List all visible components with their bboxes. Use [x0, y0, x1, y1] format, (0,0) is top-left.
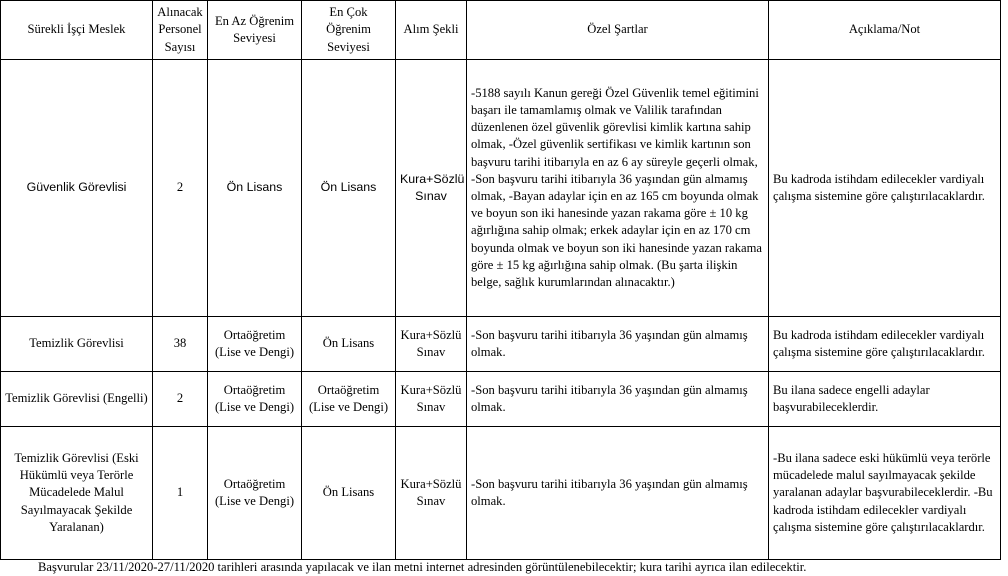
cell-alim: Kura+Sözlü Sınav	[396, 427, 467, 560]
header-ozel-sartlar: Özel Şartlar	[467, 1, 769, 60]
header-en-cok-ogrenim: En Çok Öğrenim Seviyesi	[302, 1, 396, 60]
cell-en-az: Ortaöğretim (Lise ve Dengi)	[208, 372, 302, 427]
cell-meslek: Temizlik Görevlisi (Engelli)	[1, 372, 153, 427]
cell-aciklama: Bu kadroda istihdam edilecekler vardiyalı çalışma sistemine göre çalıştırılacaklardır.	[769, 317, 1001, 372]
cell-en-cok: Ön Lisans	[302, 60, 396, 317]
header-personel-sayisi: Alınacak Personel Sayısı	[153, 1, 208, 60]
cell-en-cok: Ön Lisans	[302, 427, 396, 560]
table-row	[1, 427, 1001, 560]
cell-en-az: Ön Lisans	[208, 60, 302, 317]
cell-meslek: Temizlik Görevlisi (Eski Hükümlü veya Terörle Mücadelede Malul Sayılmayacak Şekilde Yaralanan)	[1, 427, 153, 560]
cell-aciklama: Bu ilana sadece engelli adaylar başvurabileceklerdir.	[769, 372, 1001, 427]
table-row	[1, 60, 1001, 317]
cell-alim: Kura+Sözlü Sınav	[396, 372, 467, 427]
cell-alim: Kura+Sözlü Sınav	[396, 317, 467, 372]
cell-en-az: Ortaöğretim (Lise ve Dengi)	[208, 427, 302, 560]
header-aciklama-not: Açıklama/Not	[769, 1, 1001, 60]
cell-ozel-sartlar: -5188 sayılı Kanun gereği Özel Güvenlik temel eğitimini başarı ile tamamlamış olmak ve Valilik tarafından düzenlenen özel güvenlik görevlisi kimlik kartına sahip olmak, -Özel güvenlik sertifikası ve kimlik kartının son başvuru tarihi itibarıyla en az 6 ay süreyle geçerli olmak, -Son başvuru tarihi itibarıyla 36 yaşından gün almamış olmak, -Bayan adaylar için en az 165 cm boyunda olmak ve boyun son iki hanesinde yazan rakama göre ± 10 kg ağırlığına sahip olmak; erkek adaylar için en az 170 cm boyunda olmak ve boyun son iki hanesinde yazan rakama göre ± 15 kg ağırlığına sahip olmak. (Bu şarta ilişkin belge, sağlık kurumlarından alınacaktır.)	[467, 60, 769, 317]
cell-alim: Kura+Sözlü Sınav	[396, 60, 467, 317]
cell-en-cok: Ön Lisans	[302, 317, 396, 372]
header-alim-sekli: Alım Şekli	[396, 1, 467, 60]
header-meslek: Sürekli İşçi Meslek	[1, 1, 153, 60]
table-row	[1, 317, 1001, 372]
cell-aciklama: Bu kadroda istihdam edilecekler vardiyalı çalışma sistemine göre çalıştırılacaklardır.	[769, 60, 1001, 317]
cell-sayi: 2	[153, 372, 208, 427]
cell-ozel-sartlar: -Son başvuru tarihi itibarıyla 36 yaşından gün almamış olmak.	[467, 317, 769, 372]
cell-sayi: 2	[153, 60, 208, 317]
cell-sayi: 38	[153, 317, 208, 372]
cell-aciklama: -Bu ilana sadece eski hükümlü veya terörle mücadelede malul sayılmayacak şekilde yaralanan adaylar başvurabileceklerdir. -Bu kadroda istihdam edilecekler vardiyalı çalışma sistemine göre çalıştırılacaklardır.	[769, 427, 1001, 560]
cell-sayi: 1	[153, 427, 208, 560]
header-en-az-ogrenim: En Az Öğrenim Seviyesi	[208, 1, 302, 60]
cell-en-az: Ortaöğretim (Lise ve Dengi)	[208, 317, 302, 372]
cell-ozel-sartlar: -Son başvuru tarihi itibarıyla 36 yaşından gün almamış olmak.	[467, 372, 769, 427]
table-row	[1, 372, 1001, 427]
cell-ozel-sartlar: -Son başvuru tarihi itibarıyla 36 yaşından gün almamış olmak.	[467, 427, 769, 560]
footer-paragraph: Başvurular 23/11/2020-27/11/2020 tarihleri arasında yapılacak ve ilan metni internet adresinden görüntülenebilecektir; kura tarihi ayrıca ilan edilecektir.	[38, 560, 807, 574]
cell-meslek: Güvenlik Görevlisi	[1, 60, 153, 317]
table-header-row	[1, 1, 1001, 60]
cell-meslek: Temizlik Görevlisi	[1, 317, 153, 372]
cell-en-cok: Ortaöğretim (Lise ve Dengi)	[302, 372, 396, 427]
